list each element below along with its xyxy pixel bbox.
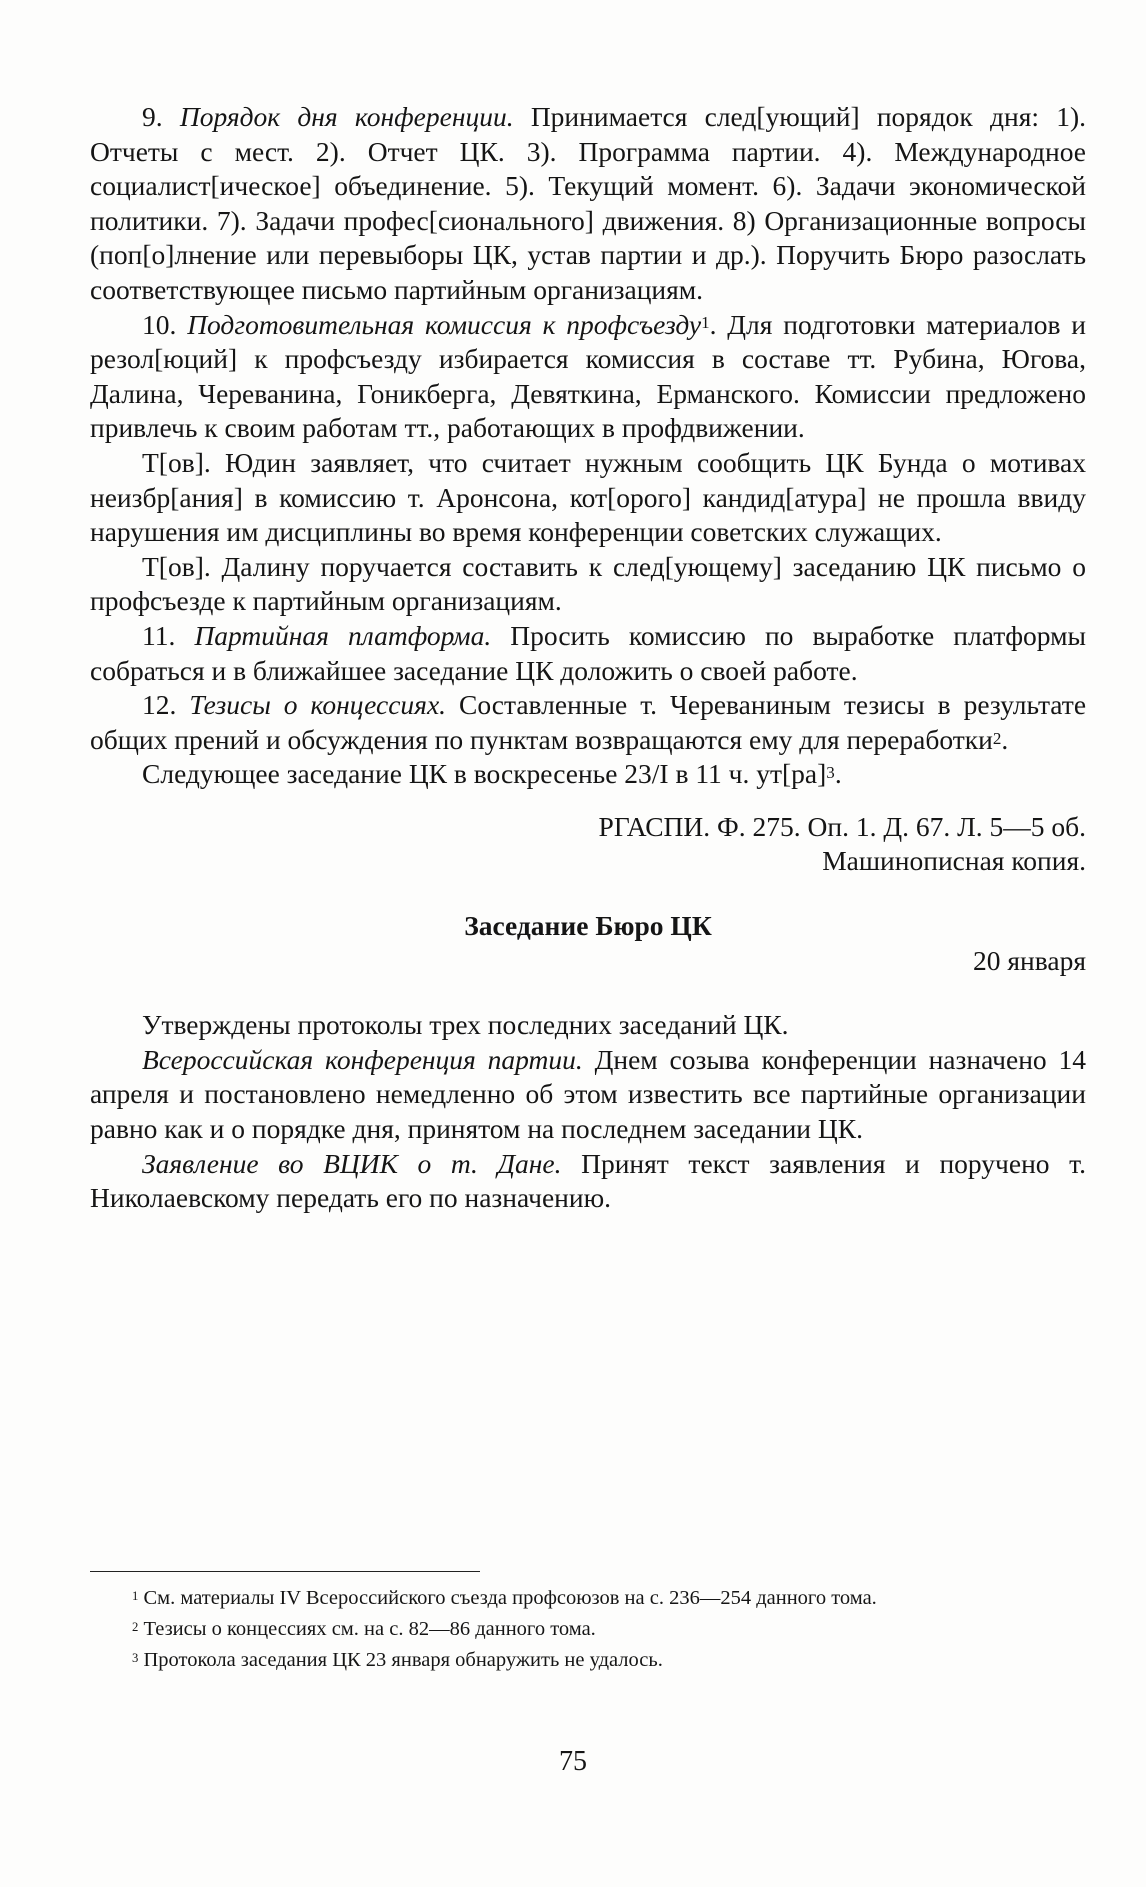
next-meeting: Следующее заседание ЦК в воскресенье 23/I в 11 ч. ут[ра]$^3$. [142,758,842,790]
footnote-2: $^2$ Тезисы о концессиях см. на с. 82—86 данного тома. [132,1618,596,1640]
meeting-paragraph-2-title: Всероссийская конференция партии. [142,1043,583,1075]
spacer [90,792,1086,810]
footnote-3: $^3$ Протокола заседания ЦК 23 января обнаружить не удалось. [132,1649,663,1671]
meeting-paragraph-3-title: Заявление во ВЦИК о т. Дане. [142,1147,562,1179]
meeting-date: 20 января [973,944,1086,976]
meeting-heading: Заседание Бюро ЦК [464,910,712,942]
item-9-title: Порядок дня конференции. [179,101,514,132]
page-number: 75 [559,1746,587,1777]
footnote-ref-3: 3 [826,763,835,783]
footnote-ref-1: 1 [701,313,710,333]
footnotes [90,1584,1086,1677]
item-10: 10. Подготовительная комиссия к профсъезду$^1$. Для подготовки материалов и резол[юций] к профсъезду избирается комиссия в составе тт. Рубина, Югова, Далина, Череванина, Гоникберга, Девяткина, Ерманского. Комиссии предложено привлечь к своим работам тт., работающих в профдвижении. [90,308,1086,444]
item-9: 9. Порядок дня конференции. Принимается след[ующий] порядок дня: 1). Отчеты с мест. 2). Отчет ЦК. 3). Программа партии. 4). Международное социалист[ическое] объединение. 5). Текущий момент. 6). Задачи экономической политики. 7). Задачи профес[сионального] движения. 8) Организационные вопросы (поп[о]лнение или перевыборы ЦК, устав партии и др.). Поручить Бюро разослать соответствующее письмо партийным организациям. [90,101,1087,305]
footnote-1: $^1$ См. материалы IV Всероссийского съезда профсоюзов на с. 236—254 данного тома. [132,1587,877,1609]
paragraph-dalin: Т[ов]. Далину поручается составить к след[ующему] заседанию ЦК письмо о профсъезде к партийным организациям. [90,550,1086,617]
page-body [90,100,1086,1216]
spacer [90,978,1086,1008]
item-10-title: Подготовительная комиссия к профсъезду [187,308,702,340]
item-11-title: Партийная платформа. [194,619,492,651]
item-12: 12. Тезисы о концессиях. Составленные т. Череваниным тезисы в результате общих прений и обсуждения по пунктам возвращаются ему для переработки$^2$. [90,689,1087,755]
item-12-title: Тезисы о концессиях. [189,689,447,721]
spacer [90,879,1086,909]
meeting-paragraph-3: Заявление во ВЦИК о т. Дане. Принят текст заявления и поручено т. Николаевскому передать его по назначению. [90,1147,1086,1214]
archive-reference: РГАСПИ. Ф. 275. Оп. 1. Д. 67. Л. 5—5 об. [598,810,1086,842]
item-11: 11. Партийная платформа. Просить комиссию по выработке платформы собраться и в ближайшее заседание ЦК доложить о своей работе. [90,619,1086,686]
footnote-ref-2: 2 [992,728,1002,748]
meeting-paragraph-1: Утверждены протоколы трех последних заседаний ЦК. [142,1009,789,1041]
archive-copy-note: Машинописная копия. [822,845,1086,877]
paragraph-yudin: Т[ов]. Юдин заявляет, что считает нужным сообщить ЦК Бунда о мотивах неизбр[ания] в комиссию т. Аронсона, кот[орого] кандид[атура] не прошла ввиду нарушения им дисциплины во время конференции советских служащих. [90,446,1086,548]
meeting-paragraph-2: Всероссийская конференция партии. Днем созыва конференции назначено 14 апреля и постановлено немедленно об этом известить все партийные организации равно как и о порядке дня, принятом на последнем заседании ЦК. [90,1043,1086,1145]
footnote-separator [90,1571,480,1572]
